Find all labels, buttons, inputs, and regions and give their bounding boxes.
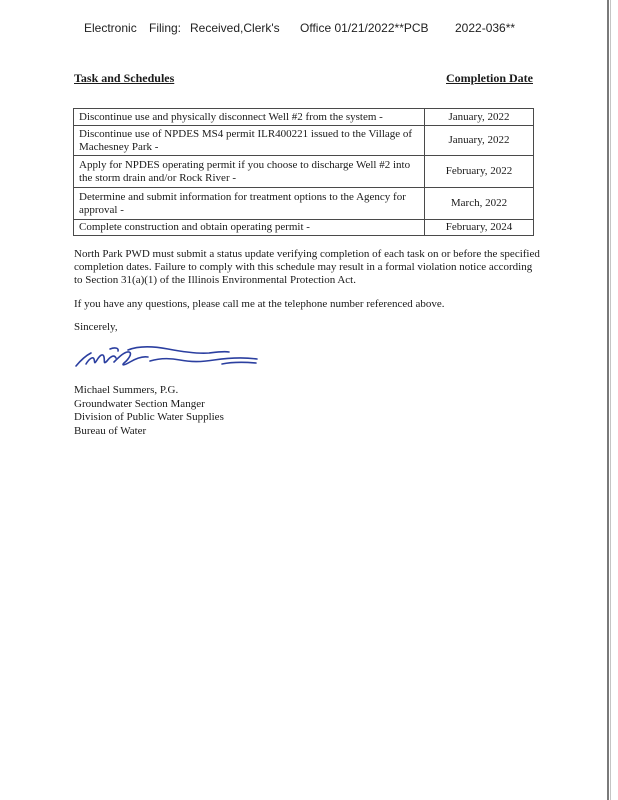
schedule-table [73,108,534,236]
table-row [74,109,534,126]
questions-paragraph: If you have any questions, please call me at the telephone number referenced above. [74,298,445,310]
table-row [74,188,534,220]
signer-name: Michael Summers, P.G. [74,384,179,396]
task-cell: Complete construction and obtain operating permit - [74,220,425,236]
date-cell: March, 2022 [425,188,534,220]
date-cell: January, 2022 [425,109,534,126]
signer-title: Groundwater Section Manger [74,397,205,410]
task-schedules-heading: Task and Schedules [74,71,175,85]
date-cell: February, 2024 [425,220,534,236]
signature-block [74,384,224,438]
table-row [74,220,534,236]
task-cell: Discontinue use and physically disconnect Well #2 from the system - [74,109,425,126]
date-cell: January, 2022 [425,126,534,156]
table-row [74,126,534,156]
status-update-paragraph: North Park PWD must submit a status update verifying completion of each task on or before the specified completion dates. Failure to comply with this schedule may result in a formal violation notice according to Section 31(a)(1) of the Illinois Environmental Protection Act. [74,248,540,286]
page-edge-line-inner [610,0,611,800]
signer-bureau: Bureau of Water [74,424,147,437]
date-cell: February, 2022 [425,156,534,188]
stamp-text-received: Received,Clerk's [190,21,280,35]
signer-division: Division of Public Water Supplies [74,411,224,423]
stamp-text-filing: Filing: [149,21,182,35]
completion-date-heading: Completion Date [446,71,533,85]
task-cell: Discontinue use of NPDES MS4 permit ILR400221 issued to the Village of Machesney Park - [74,126,425,156]
task-cell: Apply for NPDES operating permit if you choose to discharge Well #2 into the storm drain and/or Rock River - [74,156,425,188]
page-edge-line [607,0,609,800]
handwritten-signature [72,338,262,376]
stamp-text-office-date: Office 01/21/2022**PCB [300,21,429,35]
table-row [74,156,534,188]
closing-sincerely: Sincerely, [74,321,118,333]
stamp-text-case-number: 2022-036** [455,21,516,35]
stamp-text-electronic: Electronic [84,21,137,35]
task-cell: Determine and submit information for treatment options to the Agency for approval - [74,188,425,220]
